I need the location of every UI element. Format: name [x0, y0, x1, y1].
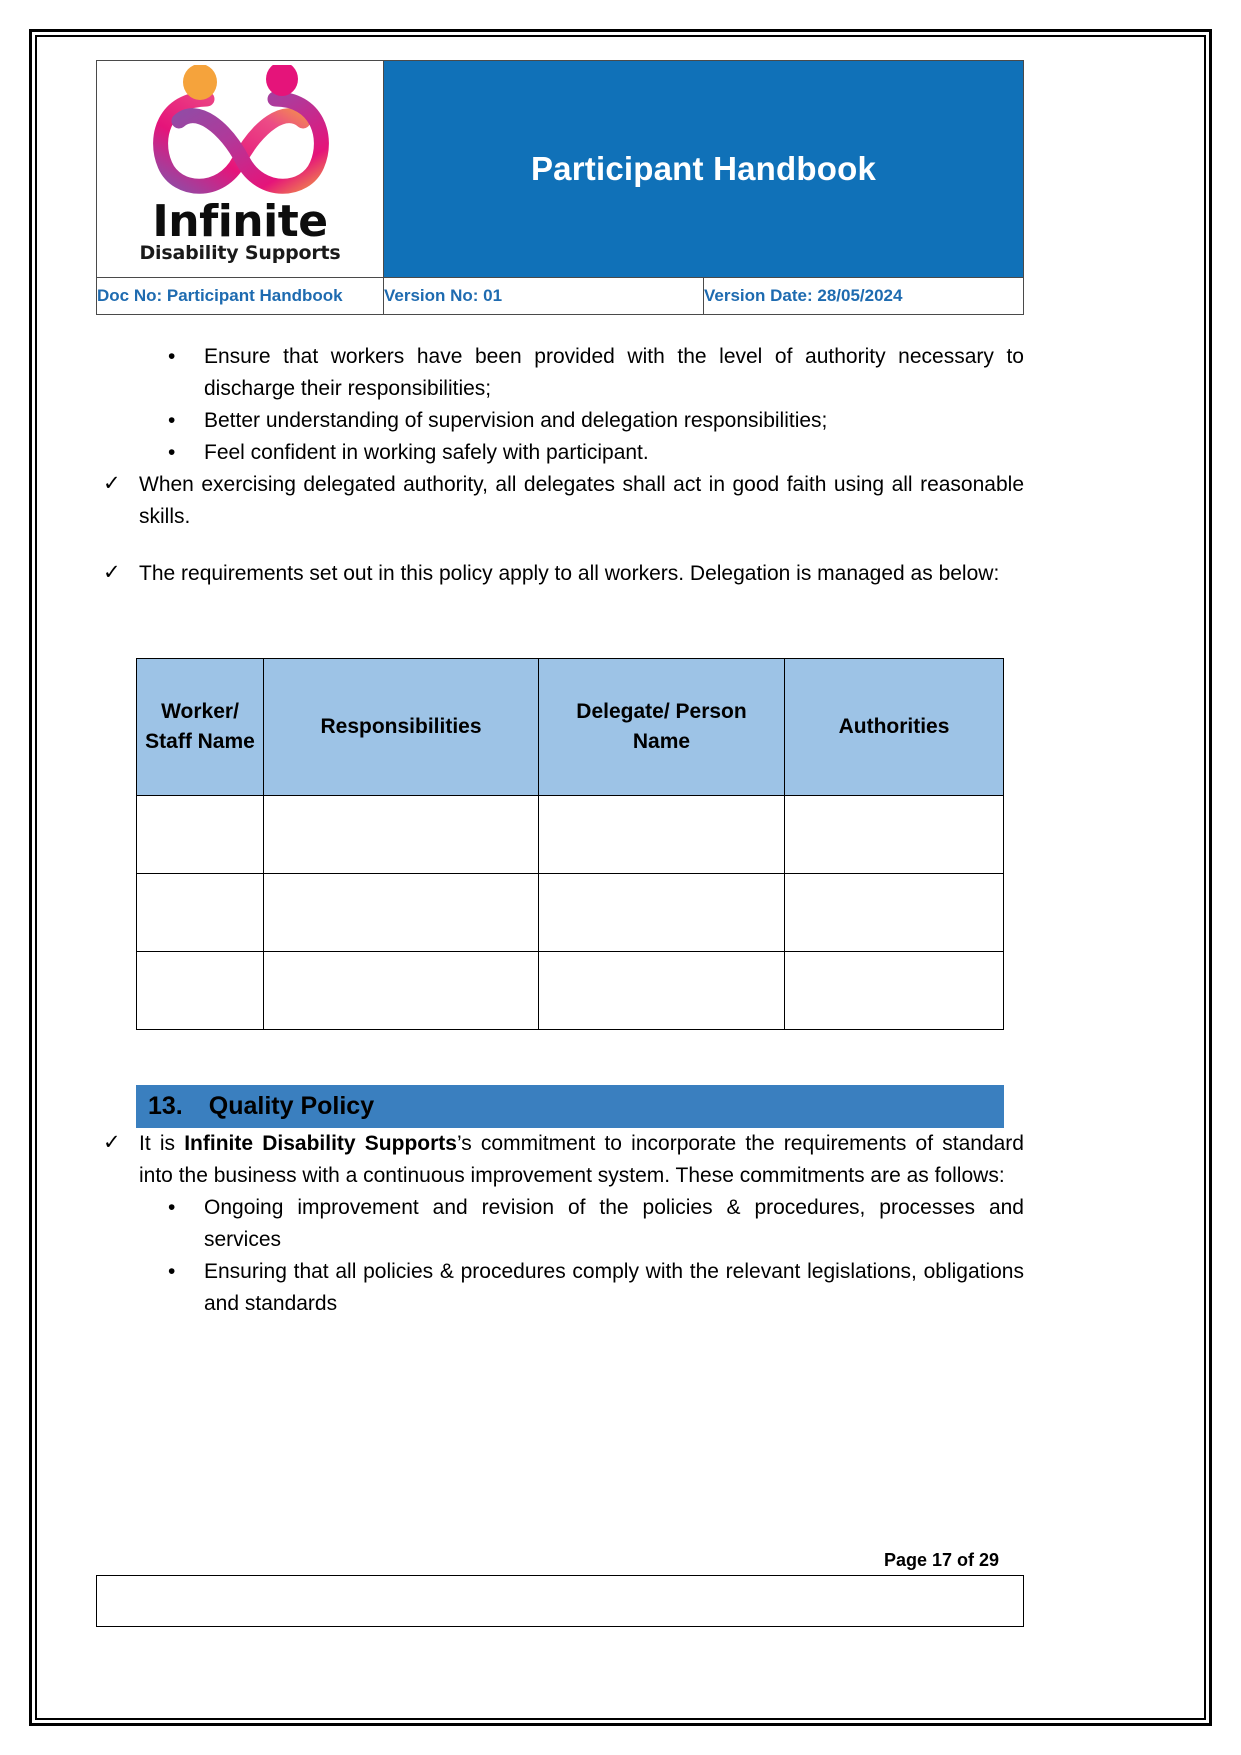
- section-number: 13.: [148, 1092, 183, 1121]
- table-row: [137, 796, 1004, 874]
- table-cell[interactable]: [264, 796, 539, 874]
- list-item: [96, 1128, 1024, 1192]
- list-item: [96, 437, 1024, 469]
- table-cell[interactable]: [785, 952, 1004, 1030]
- infinity-people-logo-icon: [135, 65, 345, 205]
- list-item-text: Ongoing improvement and revision of the policies & procedures, processes and services: [204, 1196, 1024, 1252]
- quality-policy-intro-list: [96, 1128, 1024, 1192]
- table-cell[interactable]: [785, 796, 1004, 874]
- list-item: [96, 341, 1024, 405]
- bullet-glyph: •: [168, 345, 176, 368]
- bullet-glyph: •: [168, 1259, 176, 1283]
- column-header-worker-staff-name: Worker/ Staff Name: [137, 659, 264, 796]
- table-cell[interactable]: [264, 874, 539, 952]
- doc-no-cell: Doc No: Participant Handbook: [97, 278, 384, 315]
- table-row: [137, 874, 1004, 952]
- column-header-delegate-person-name: Delegate/ Person Name: [539, 659, 785, 796]
- section-heading-quality-policy: [136, 1085, 1004, 1128]
- page-title: Participant Handbook: [530, 150, 877, 187]
- table-cell[interactable]: [264, 952, 539, 1030]
- section-title: Quality Policy: [208, 1092, 375, 1121]
- list-item: [96, 469, 1024, 533]
- quality-policy-bullet-list: [96, 1192, 1024, 1320]
- column-header-responsibilities: Responsibilities: [264, 659, 539, 796]
- bullet-glyph: •: [168, 1196, 176, 1220]
- list-item-text: Feel confident in working safely with participant.: [204, 440, 649, 464]
- delegation-table-body: [137, 796, 1004, 1030]
- table-cell[interactable]: [539, 796, 785, 874]
- company-logo: [105, 65, 375, 277]
- table-cell[interactable]: [137, 952, 264, 1030]
- list-item: [96, 1256, 1024, 1320]
- page-number: Page 17 of 29: [883, 1550, 999, 1570]
- list-item: [96, 405, 1024, 437]
- table-cell[interactable]: [785, 874, 1004, 952]
- list-item-text: The requirements set out in this policy apply to all workers. Delegation is managed as below:: [139, 562, 1000, 586]
- bullet-glyph: •: [168, 440, 176, 464]
- quality-intro-prefix: It is: [139, 1132, 185, 1156]
- check-icon: ✓: [103, 470, 121, 495]
- check-icon: ✓: [103, 1130, 121, 1155]
- version-date-cell: Version Date: 28/05/2024: [704, 278, 1024, 315]
- check-list: [96, 469, 1024, 591]
- check-icon: ✓: [103, 560, 121, 585]
- list-item-text: Ensuring that all policies & procedures comply with the relevant legislations, obligations and standards: [204, 1259, 1024, 1315]
- logo-tagline: Disability Supports: [139, 242, 341, 265]
- table-row: [137, 952, 1004, 1030]
- table-cell[interactable]: [539, 874, 785, 952]
- quality-intro-suffix: ’s commitment to incorporate the requirements of standard into the business with a continuous improvement system. These commitments are as follows:: [139, 1132, 1024, 1188]
- column-header-authorities: Authorities: [785, 659, 1004, 796]
- logo-wordmark: Infinite: [152, 196, 328, 247]
- list-item-text: Ensure that workers have been provided with the level of authority necessary to discharge their responsibilities;: [204, 345, 1024, 400]
- page-content: [96, 60, 1024, 1690]
- top-bullet-list: [96, 341, 1024, 469]
- list-item-text: When exercising delegated authority, all delegates shall act in good faith using all reasonable skills.: [139, 472, 1024, 528]
- list-item: [96, 1192, 1024, 1256]
- table-cell[interactable]: [137, 796, 264, 874]
- body-content: [96, 341, 1024, 1320]
- table-cell[interactable]: [539, 952, 785, 1030]
- footer-box: [96, 1550, 1024, 1627]
- delegation-table: [136, 658, 1004, 1030]
- bullet-glyph: •: [168, 408, 176, 432]
- list-item: [96, 558, 1024, 590]
- quality-intro-company: Infinite Disability Supports: [184, 1132, 457, 1156]
- list-item-text: Better understanding of supervision and delegation responsibilities;: [204, 408, 828, 432]
- table-header-row: [137, 659, 1004, 796]
- logo-cell: [97, 61, 384, 278]
- table-cell[interactable]: [137, 874, 264, 952]
- document-title-banner: [384, 61, 1024, 278]
- version-no-cell: Version No: 01: [384, 278, 704, 315]
- document-header-table: [96, 60, 1024, 315]
- delegation-table-head: [137, 659, 1004, 796]
